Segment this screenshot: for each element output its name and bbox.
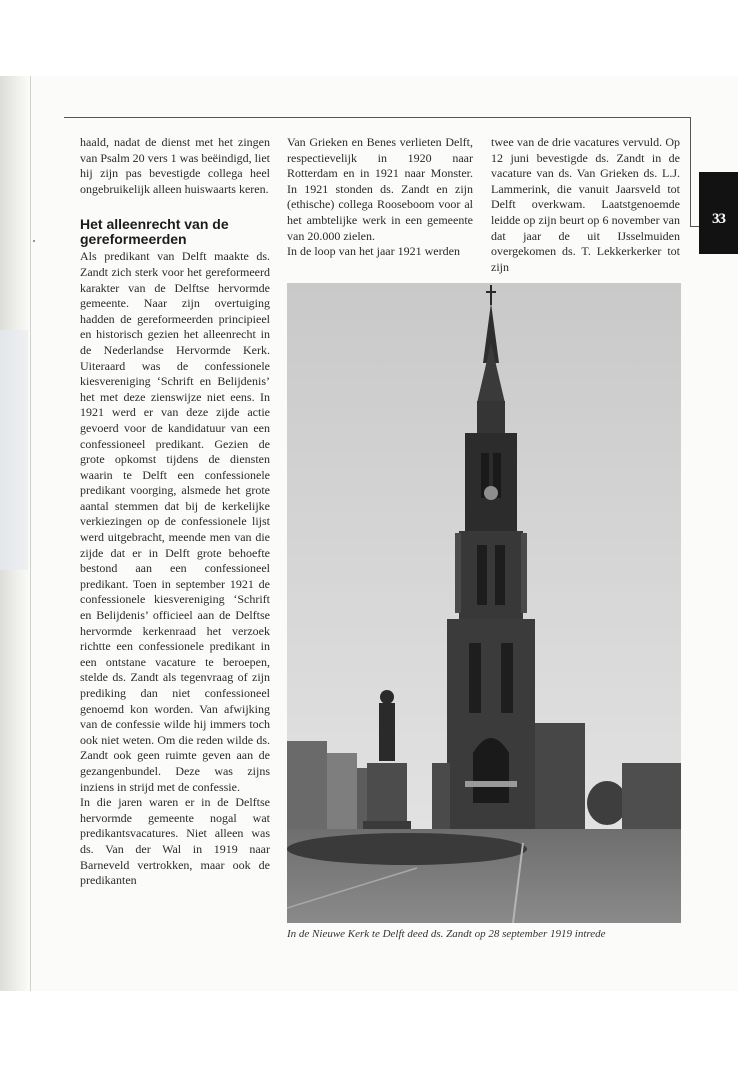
page-number: 33 — [712, 211, 725, 227]
tower-middle — [459, 531, 523, 621]
church-nave — [535, 723, 585, 829]
spine-line — [30, 76, 31, 991]
trees — [587, 781, 627, 825]
paragraph: Van Grieken en Benes verlieten Delft, respectievelijk in 1920 naar Rotterdam en in 1921 naar Monster. In 1921 stonden ds. Zandt en zijn (ethische) collega Rooseboom voor al het ambtelijke werk in een gemeente van 20.000 zielen. — [287, 135, 473, 243]
tower-upper — [465, 433, 517, 533]
spine-color-block — [0, 330, 28, 570]
top-rule — [64, 117, 691, 118]
statue — [379, 703, 395, 761]
paragraph: haald, nadat de dienst met het zingen van Psalm 20 vers 1 was beëindigd, liet hij zijn pas bevestigde collega heel ongebruikelijk alleen huiswaarts keren. — [80, 135, 270, 196]
rule-vertical — [690, 117, 691, 227]
building-left — [287, 741, 327, 829]
tab-connector — [691, 226, 699, 227]
text-column-2 — [287, 135, 473, 260]
church-photo-illustration — [287, 283, 681, 923]
paragraph: In de loop van het jaar 1921 werden — [287, 244, 460, 259]
paragraph: In die jaren waren er in de Delftse hervormde gemeente nogal wat predikantsvacatures. Niet alleen was ds. Van der Wal in 1919 naar Barneveld vertrokken, maar ook de predikanten — [80, 795, 270, 888]
paragraph: twee van de drie vacatures vervuld. Op 12 juni bevestigde ds. Zandt in de vacature van ds. Van Grieken ds. L.J. Lammerink, die vanuit Jaarsveld tot Delft overkwam. Laatstgenoemde leidde op zijn beurt op 6 november van dat jaar de uit IJsselmuiden overgekomen ds. T. Lekkerkerker tot zijn — [491, 135, 680, 274]
margin-mark — [33, 240, 35, 242]
building-right — [622, 763, 681, 829]
clock — [484, 486, 498, 500]
text-column-1 — [80, 135, 270, 889]
section-heading: Het alleenrecht van de gereformeerden — [80, 216, 229, 248]
statue-pedestal — [367, 763, 407, 825]
church-photo — [287, 283, 681, 923]
photo-caption: In de Nieuwe Kerk te Delft deed ds. Zandt op 28 september 1919 intrede — [287, 928, 606, 940]
paragraph: Als predikant van Delft maakte ds. Zandt zich sterk voor het gereformeerd karakter van de Delftse hervormde gemeente. Naar zijn overtuiging hadden de gereformeerden principieel en historisch gezien het alleenrecht in de Nederlandse Hervormde Kerk. Uiteraard was de confessionele kiesvereniging ‘Schrift en Belijdenis’ het met deze zienswijze niet eens. In 1921 werd er van deze zijde actie gevoerd voor de kandidatuur van een confessioneel predikant. Gezien de grote opkomst tijdens de diensten waarin te Delft een confessionele predikant voorging, alsmede het grote aantal stemmen dat bij de kerkelijke verkiezingen op de confessionele lijst werd uitgebracht, meende men van die zijde dat er in Delft grote behoefte bestond aan een confessioneel predikant. Toen in september 1921 de confessionele kiesvereniging ‘Schrift en Belijdenis’ officieel aan de Delftse hervormde kerkenraad het verzoek richtte een confessionele predikant in een ontstane vacature te beroepen, stelde ds. Zandt als tegenvraag of zijn prediking dan niet confessioneel genoemd kon worden. Van afwijking van de confessie wilde hij immers toch ook niet weten. Om die reden wilde ds. Zandt ook geen ruimte geven aan de gezangenbundel. Deze was zijns inziens in strijd met de confessie. — [80, 249, 270, 794]
text-column-3 — [491, 135, 680, 275]
spire-cross — [490, 285, 492, 305]
flower-bed — [287, 833, 527, 865]
